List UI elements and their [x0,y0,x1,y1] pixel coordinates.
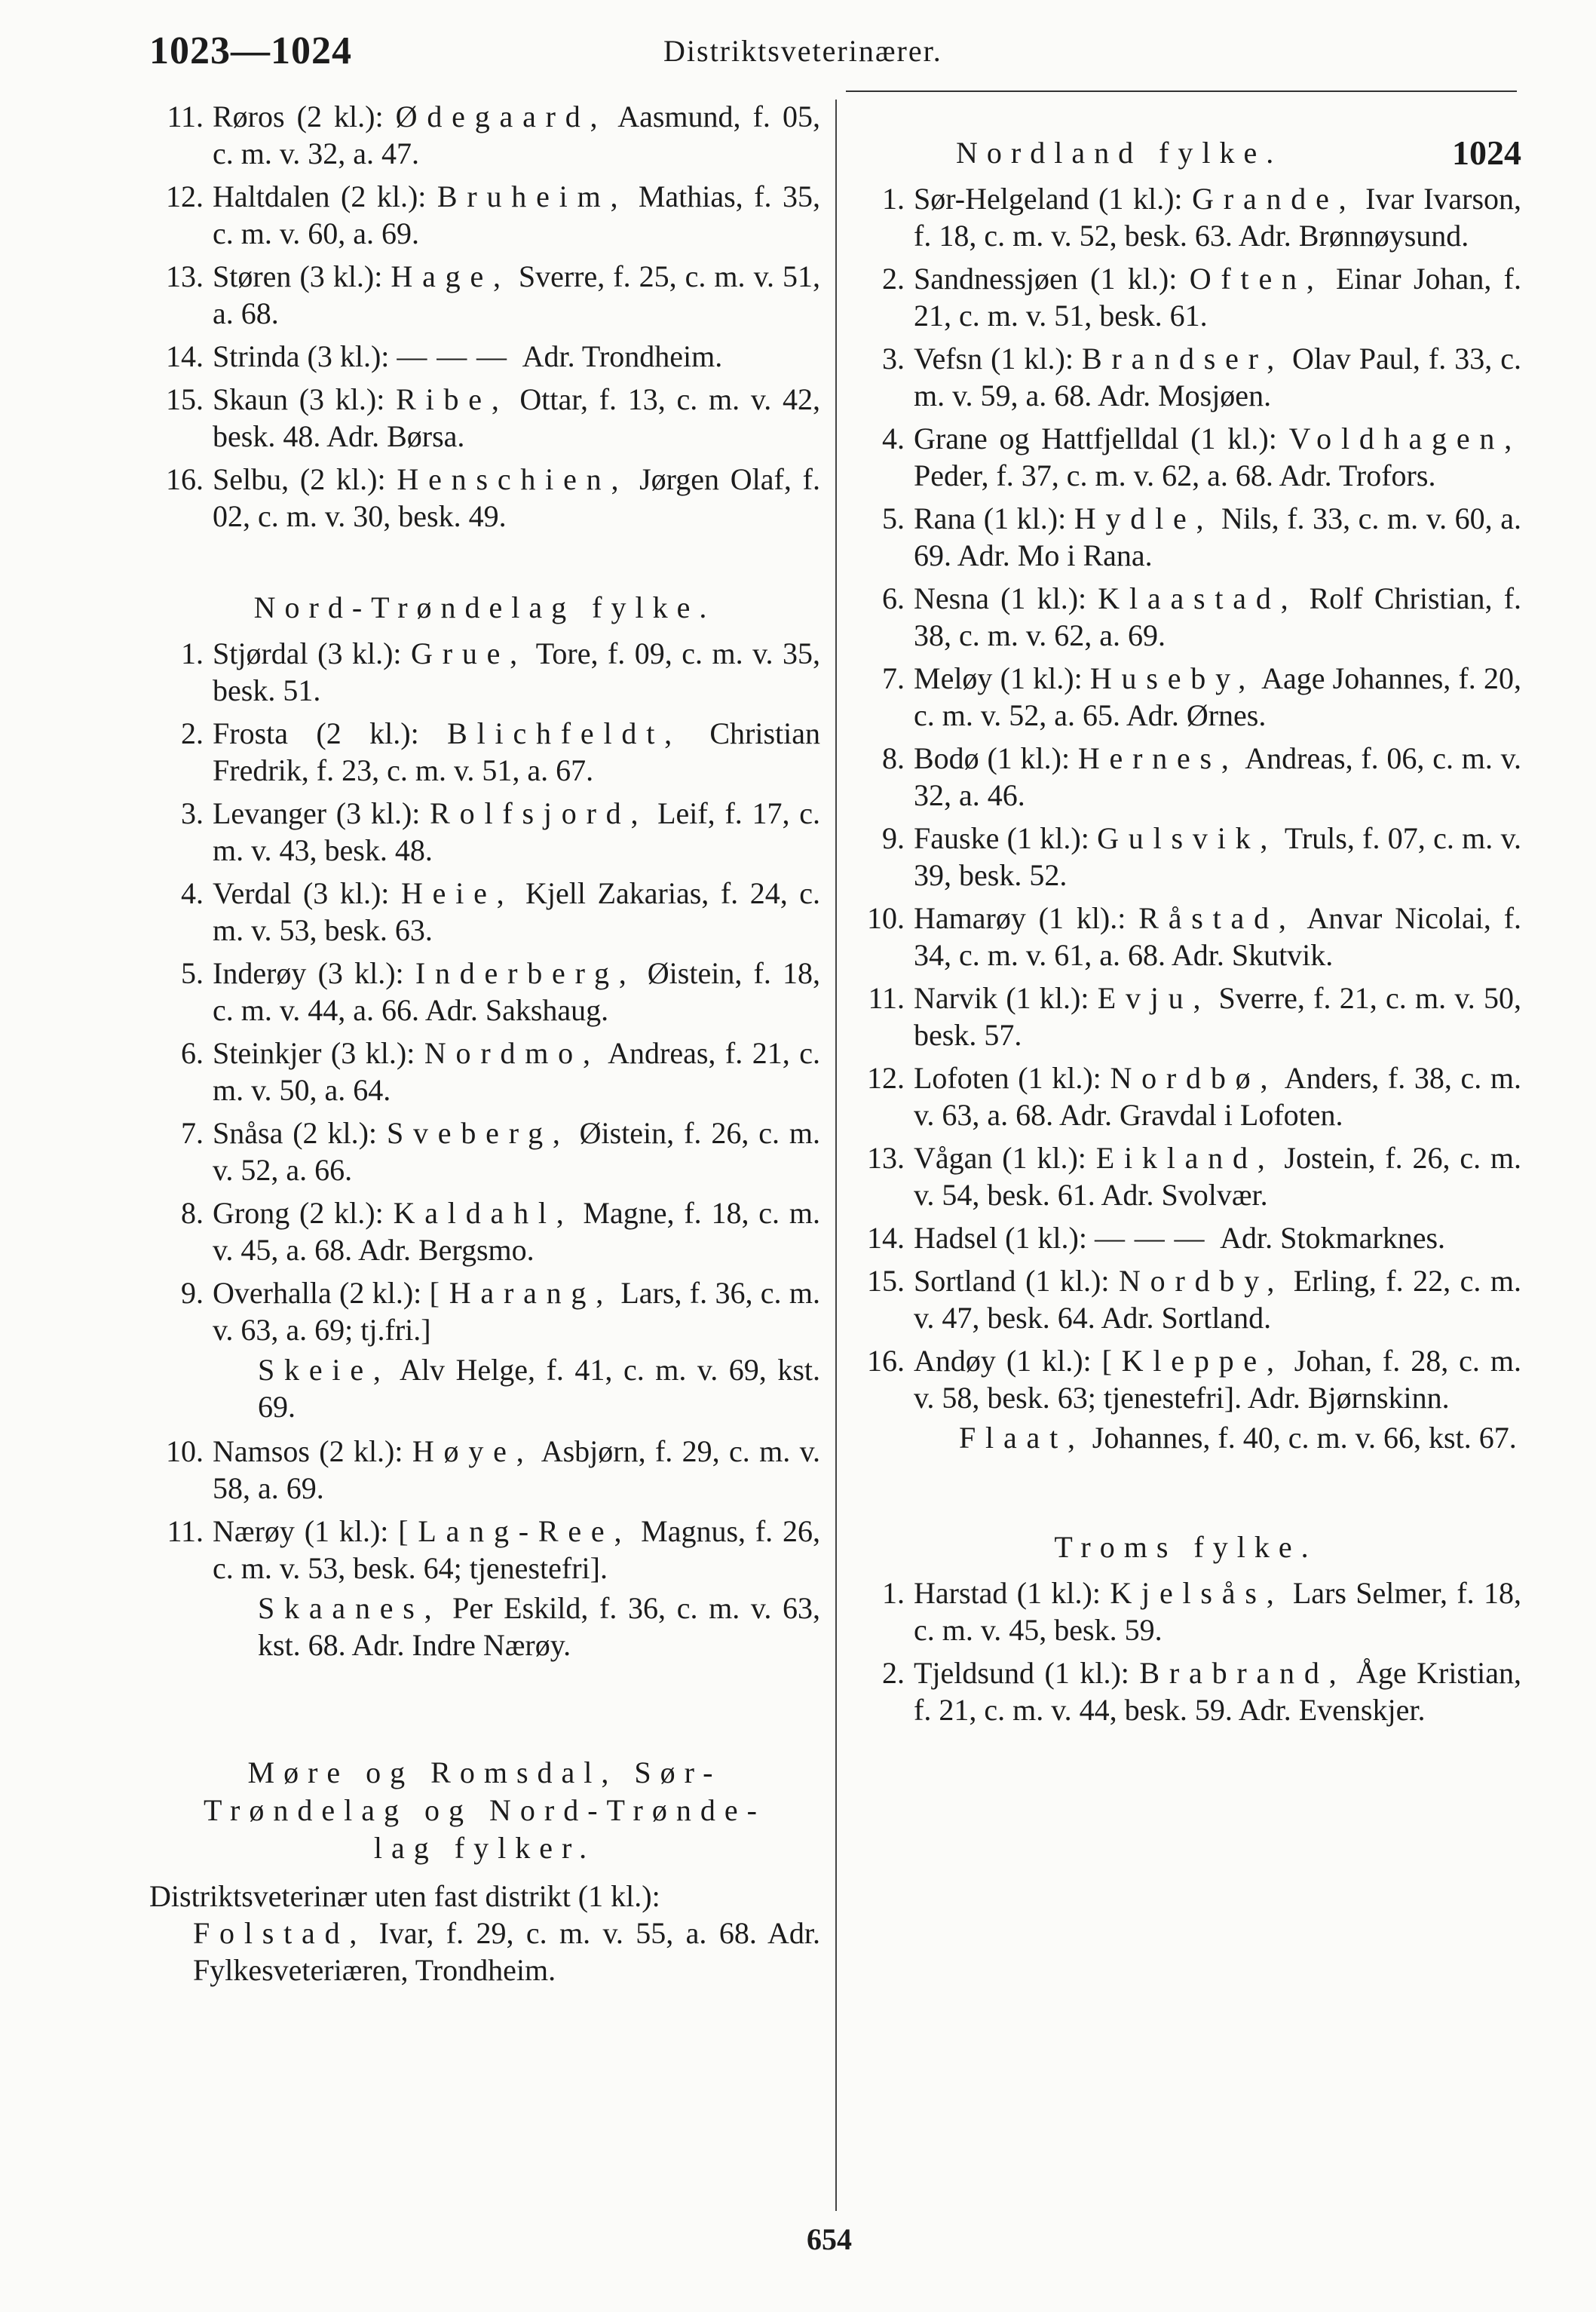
directory-entry [850,340,1521,414]
entry-details: Andreas, f. 06, c. m. v. 32, a. 46. [914,741,1521,812]
person-name: Høye, [412,1434,534,1468]
folstad-entry [149,1915,820,1989]
person-name: [Kleppe, [1101,1344,1284,1378]
directory-entry [850,1219,1521,1256]
entry-details: Lars, f. 36, c. m. v. 63, a. 69; tj.fri.] [213,1276,821,1347]
person-name: Brabrand, [1139,1656,1346,1690]
section-title-more-romsdal [149,1754,820,1867]
district-name: Tjeldsund (1 kl.): [914,1656,1129,1690]
entry-details: Erling, f. 22, c. m. v. 47, besk. 64. Adr. Sortland. [914,1264,1522,1335]
entry-details: Per Eskild, f. 36, c. m. v. 63, kst. 68. Adr. Indre Nærøy. [258,1591,820,1662]
person-name: Gulsvik, [1097,821,1278,855]
left-entries-top [149,98,820,535]
entry-number: 14. [867,1221,905,1255]
section-title-troms: Troms fylke. [1054,1530,1318,1564]
directory-entry [149,795,820,869]
person-name: Skaanes, [258,1591,442,1625]
entry-number: 13. [867,1141,905,1175]
continuation-entry [850,1419,1521,1456]
directory-entry [850,980,1521,1053]
district-name: Andøy (1 kl.): [914,1344,1092,1378]
entry-number: 6. [882,581,905,615]
entry-details: Andreas, f. 21, c. m. v. 50, a. 64. [213,1036,821,1107]
person-name: Skeie, [258,1353,391,1387]
directory-entry [850,1342,1521,1416]
person-name: Voldhagen, [1288,422,1521,455]
entry-number: 16. [867,1344,905,1378]
entry-details: Åge Kristian, f. 21, c. m. v. 44, besk. 59. Adr. Evenskjer. [914,1656,1522,1727]
directory-entry [850,420,1521,494]
district-name: Vefsn (1 kl.): [914,342,1074,376]
directory-entry [149,461,820,535]
person-name: ——— [397,339,516,373]
district-name: Grong (2 kl.): [213,1196,384,1230]
person-name: Kaldahl, [393,1196,574,1230]
entry-details: Johan, f. 28, c. m. v. 58, besk. 63; tjenestefri]. Adr. Bjørnskinn. [914,1344,1521,1415]
continuation-entry [149,1351,820,1425]
entry-number: 8. [882,741,905,775]
header-rule [846,90,1517,92]
person-name: Evju, [1097,981,1211,1015]
person-name: Folstad, [193,1916,367,1950]
entry-number: 15. [867,1264,905,1298]
person-name: Brandser, [1082,342,1284,376]
district-name: Grane og Hattfjelldal (1 kl.): [914,422,1277,455]
person-name: Klaastad, [1098,581,1298,615]
directory-entry [149,258,820,332]
entry-details: Ivar Ivarson, f. 18, c. m. v. 52, besk. 63. Adr. Brønnøysund. [914,182,1522,253]
entry-details: Ottar, f. 13, c. m. v. 42, besk. 48. Adr. Børsa. [213,382,821,453]
person-name: Hage, [391,259,510,293]
district-name: Hamarøy (1 kl).: [914,901,1126,935]
entry-details: Lars Selmer, f. 18, c. m. v. 45, besk. 59. [914,1576,1522,1647]
district-name: Nærøy (1 kl.): [213,1514,389,1548]
directory-entry [850,1262,1521,1336]
district-name: Snåsa (2 kl.): [213,1116,378,1150]
district-name: Støren (3 kl.): [213,259,383,293]
entry-details: Anvar Nicolai, f. 34, c. m. v. 61, a. 68. Adr. Skutvik. [914,901,1522,972]
entry-details: Christian Fredrik, f. 23, c. m. v. 51, a. 67. [213,716,820,787]
directory-entry [149,98,820,172]
entry-number: 13. [166,259,204,293]
directory-entry [850,1654,1521,1728]
person-name: [Lang-Ree, [398,1514,632,1548]
entry-number: 12. [867,1061,905,1095]
person-name: Kjelsås, [1110,1576,1284,1610]
entry-details: Øistein, f. 18, c. m. v. 44, a. 66. Adr. Sakshaug. [213,956,821,1027]
person-name: Eikland, [1095,1141,1275,1175]
entry-details: Jostein, f. 26, c. m. v. 54, besk. 61. Adr. Svolvær. [914,1141,1522,1212]
directory-entry [149,1194,820,1268]
person-name: Blichfeldt, [447,716,682,750]
entry-number: 10. [166,1434,204,1468]
person-name: Henschien, [397,462,629,496]
district-name: Fauske (1 kl.): [914,821,1089,855]
entry-details: Sverre, f. 25, c. m. v. 51, a. 68. [213,259,821,330]
entry-details: Truls, f. 07, c. m. v. 39, besk. 52. [914,821,1521,892]
person-name: Hydle, [1074,501,1214,535]
section-title-nord-trondelag: Nord-Trøndelag fylke. [253,590,716,624]
entry-details: Aage Johannes, f. 20, c. m. v. 52, a. 65. Adr. Ørnes. [914,661,1521,732]
entry-details: Mathias, f. 35, c. m. v. 60, a. 69. [213,179,821,250]
directory-entry [850,1575,1521,1648]
entry-number: 8. [181,1196,204,1230]
entry-number: 9. [181,1276,204,1310]
entry-details: Adr. Trondheim. [522,339,723,373]
entry-number: 5. [882,501,905,535]
directory-entry [149,381,820,455]
left-entries-nord-trondelag [149,635,820,1663]
entry-number: 3. [181,796,204,830]
directory-entry [850,180,1521,254]
district-name: Haltdalen (2 kl.): [213,179,427,213]
entry-details: Rolf Christian, f. 38, c. m. v. 62, a. 69. [914,581,1522,652]
entry-details: Leif, f. 17, c. m. v. 43, besk. 48. [213,796,821,867]
directory-entry [149,1274,820,1348]
district-name: Narvik (1 kl.): [914,981,1089,1015]
entry-number: 14. [166,339,204,373]
person-name: Ribe, [396,382,509,416]
continuation-entry [149,1590,820,1663]
district-without-fixed-text: Distriktsveterinær uten fast distrikt (1 kl.): [149,1879,660,1913]
entry-details: Jørgen Olaf, f. 02, c. m. v. 30, besk. 49. [213,462,820,533]
column-page-number: 1024 [1452,133,1521,172]
entry-details: Asbjørn, f. 29, c. m. v. 58, a. 69. [213,1434,821,1505]
entry-details: Anders, f. 38, c. m. v. 63, a. 68. Adr. Gravdal i Lofoten. [914,1061,1522,1132]
district-name: Namsos (2 kl.): [213,1434,403,1468]
district-name: Bodø (1 kl.): [914,741,1071,775]
directory-entry [850,740,1521,814]
district-name: Selbu, (2 kl.): [213,462,386,496]
directory-entry [850,1139,1521,1213]
person-name: ——— [1094,1221,1215,1255]
entry-number: 3. [882,342,905,376]
entry-details: Olav Paul, f. 33, c. m. v. 59, a. 68. Adr. Mosjøen. [914,342,1521,412]
district-name: Sandnessjøen (1 kl.): [914,262,1178,296]
person-name: Inderberg, [415,956,636,990]
entry-number: 7. [181,1116,204,1150]
entry-number: 11. [868,981,905,1015]
directory-entry [850,1059,1521,1133]
section-title-text: Nordland fylke. [956,136,1283,170]
entry-details: Aasmund, f. 05, c. m. v. 32, a. 47. [213,100,821,170]
person-name: Ødegaard, [395,100,608,133]
directory-entry [149,875,820,949]
entry-number: 4. [181,876,204,910]
entry-number: 4. [882,422,905,455]
directory-entry [850,660,1521,734]
district-name: Steinkjer (3 kl.): [213,1036,415,1070]
entry-number: 1. [882,1576,905,1610]
entry-number: 1. [882,182,905,216]
person-name: Råstad, [1138,901,1296,935]
right-entries-nordland [850,180,1521,1456]
district-name: Skaun (3 kl.): [213,382,385,416]
entry-details: Alv Helge, f. 41, c. m. v. 69, kst. 69. [258,1353,820,1424]
directory-entry [149,715,820,789]
section-title-line: Trøndelag og Nord-Trønde- [204,1793,766,1827]
person-name: Rolfsjord, [430,796,648,830]
entry-details: Sverre, f. 21, c. m. v. 50, besk. 57. [914,981,1522,1052]
district-name: Meløy (1 kl.): [914,661,1083,695]
page-number: 654 [807,2222,852,2256]
district-name: Rana (1 kl.): [914,501,1067,535]
entry-details: Nils, f. 33, c. m. v. 60, a. 69. Adr. Mo i Rana. [914,501,1521,572]
entry-details: Magnus, f. 26, c. m. v. 53, besk. 64; tjenestefri]. [213,1514,820,1585]
person-name: Nordmo, [424,1036,600,1070]
person-name: Bruheim, [437,179,628,213]
district-name: Overhalla (2 kl.): [213,1276,422,1310]
entry-details: Adr. Stokmarknes. [1220,1221,1446,1255]
running-title: Distriktsveterinærer. [663,34,942,68]
district-name: Sortland (1 kl.): [914,1264,1110,1298]
entry-number: 7. [882,661,905,695]
entry-details: Magne, f. 18, c. m. v. 45, a. 68. Adr. Bergsmo. [213,1196,820,1267]
directory-entry [149,338,820,375]
directory-entry [149,178,820,252]
entry-details: Peder, f. 37, c. m. v. 62, a. 68. Adr. Trofors. [914,458,1436,492]
directory-entry [149,1035,820,1108]
directory-entry [850,580,1521,654]
entry-details: Einar Johan, f. 21, c. m. v. 51, besk. 61. [914,262,1522,333]
directory-entry [850,820,1521,894]
directory-entry [149,1115,820,1188]
person-name: Grande, [1192,182,1356,216]
person-name: Nordbø, [1110,1061,1278,1095]
district-name: Røros (2 kl.): [213,100,384,133]
directory-entry [850,900,1521,974]
district-name: Verdal (3 kl.): [213,876,390,910]
directory-entry [149,955,820,1029]
person-name: Hernes, [1077,741,1239,775]
person-name: Sveberg, [386,1116,570,1150]
entry-number: 11. [167,1514,204,1548]
directory-entry [149,1433,820,1507]
column-divider [835,100,837,2211]
directory-entry [149,635,820,709]
entry-number: 9. [882,821,905,855]
person-name: Huseby, [1089,661,1256,695]
entry-number: 2. [882,1656,905,1690]
entry-number: 11. [167,100,204,133]
entry-details: Johannes, f. 40, c. m. v. 66, kst. 67. [1092,1421,1517,1455]
district-name: Frosta (2 kl.): [213,716,419,750]
district-name: Inderøy (3 kl.): [213,956,404,990]
district-name: Hadsel (1 kl.): [914,1221,1087,1255]
person-name: Flaat, [959,1421,1085,1455]
right-column [850,98,1521,1734]
left-column [149,98,820,1989]
directory-entry [850,260,1521,334]
district-name: Nesna (1 kl.): [914,581,1087,615]
district-name: Strinda (3 kl.): [213,339,390,373]
district-name: Vågan (1 kl.): [914,1141,1086,1175]
entry-number: 5. [181,956,204,990]
entry-details: Øistein, f. 26, c. m. v. 52, a. 66. [213,1116,821,1187]
entry-number: 15. [166,382,204,416]
district-name: Stjørdal (3 kl.): [213,636,402,670]
section-title-nordland [850,134,1521,171]
entry-details: Kjell Zakarias, f. 24, c. m. v. 53, besk. 63. [213,876,821,947]
right-entries-troms [850,1575,1521,1728]
entry-number: 6. [181,1036,204,1070]
entry-details: Tore, f. 09, c. m. v. 35, besk. 51. [213,636,821,707]
page-header [0,0,1596,83]
entry-number: 16. [166,462,204,496]
person-name: Nordby, [1119,1264,1285,1298]
person-name: Grue, [411,636,527,670]
district-name: Harstad (1 kl.): [914,1576,1101,1610]
section-title-line: lag fylker. [373,1831,596,1865]
entry-number: 1. [181,636,204,670]
directory-entry [850,500,1521,574]
page-range: 1023—1024 [149,29,352,72]
person-name: Heie, [400,876,514,910]
district-name: Lofoten (1 kl.): [914,1061,1101,1095]
directory-entry [149,1513,820,1587]
entry-number: 2. [181,716,204,750]
person-name: [Harang, [429,1276,614,1310]
entry-details: Ivar, f. 29, c. m. v. 55, a. 68. Adr. Fylkesveteriæren, Trondheim. [193,1916,820,1987]
entry-number: 10. [867,901,905,935]
entry-number: 12. [166,179,204,213]
district-name: Sør-Helgeland (1 kl.): [914,182,1183,216]
person-name: Often, [1189,262,1324,296]
district-name: Levanger (3 kl.): [213,796,421,830]
section-title-line: Møre og Romsdal, Sør- [247,1755,722,1789]
entry-number: 2. [882,262,905,296]
